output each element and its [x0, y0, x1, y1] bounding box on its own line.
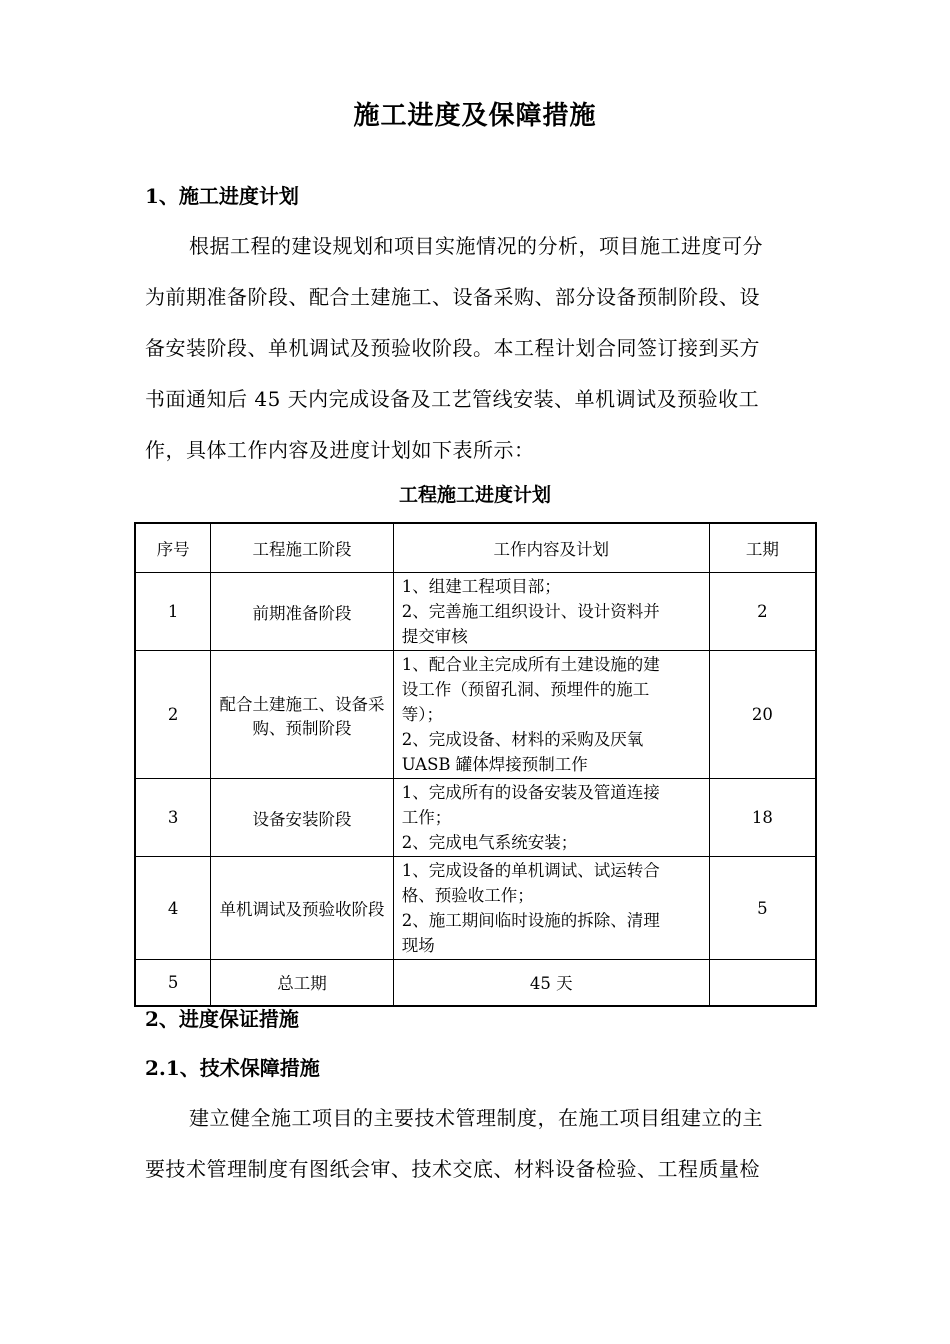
paragraph-line: 建立健全施工项目的主要技术管理制度，在施工项目组建立的主	[189, 1106, 763, 1130]
paragraph-line: 书面通知后 45 天内完成设备及工艺管线安装、单机调试及预验收工	[145, 387, 760, 411]
cell-no: 4	[135, 857, 211, 960]
paragraph-line: 备安装阶段、单机调试及预验收阶段。本工程计划合同签订接到买方	[145, 336, 760, 360]
cell-stage: 前期准备阶段	[211, 573, 393, 651]
section-2-1-paragraph	[145, 1093, 817, 1195]
header-cell-stage: 工程施工阶段	[211, 523, 393, 573]
cell-work	[393, 651, 709, 779]
work-line: 1、配合业主完成所有土建设施的建	[401, 655, 660, 674]
cell-work	[393, 779, 709, 857]
table-row	[135, 960, 816, 1006]
section-2-1-heading: 2.1、技术保障措施	[145, 1056, 320, 1080]
table-row	[135, 651, 816, 779]
work-line: UASB 罐体焊接预制工作	[401, 755, 588, 774]
cell-days: 18	[709, 779, 816, 857]
cell-days: 5	[709, 857, 816, 960]
work-line: 1、完成所有的设备安装及管道连接	[401, 783, 660, 802]
work-line: 2、完成电气系统安装；	[401, 833, 578, 852]
paragraph-line: 要技术管理制度有图纸会审、技术交底、材料设备检验、工程质量检	[145, 1157, 760, 1181]
table-row	[135, 857, 816, 960]
work-line: 2、完成设备、材料的采购及厌氧	[401, 730, 644, 749]
paragraph-line: 作，具体工作内容及进度计划如下表所示：	[145, 438, 535, 462]
cell-no: 5	[135, 960, 211, 1006]
work-line: 格、预验收工作；	[401, 886, 534, 905]
schedule-table	[134, 522, 817, 1007]
section-1-paragraph	[145, 221, 817, 476]
work-line: 工作；	[401, 808, 452, 827]
work-line: 现场	[401, 936, 435, 955]
section-2-heading: 2、进度保证措施	[145, 1007, 299, 1031]
cell-stage: 总工期	[211, 960, 393, 1006]
cell-days: 2	[709, 573, 816, 651]
header-cell-no: 序号	[135, 523, 211, 573]
table-caption: 工程施工进度计划	[398, 484, 551, 506]
cell-no: 3	[135, 779, 211, 857]
work-line: 设工作（预留孔洞、预埋件的施工	[401, 680, 650, 699]
work-line: 1、完成设备的单机调试、试运转合	[401, 861, 660, 880]
work-line: 2、施工期间临时设施的拆除、清理	[401, 911, 660, 930]
table-row	[135, 779, 816, 857]
header-cell-days: 工期	[709, 523, 816, 573]
cell-no: 2	[135, 651, 211, 779]
cell-no: 1	[135, 573, 211, 651]
cell-work	[393, 573, 709, 651]
paragraph-line: 根据工程的建设规划和项目实施情况的分析，项目施工进度可分	[189, 234, 763, 258]
work-line: 2、完善施工组织设计、设计资料并	[401, 602, 660, 621]
table-row	[135, 573, 816, 651]
cell-work	[393, 857, 709, 960]
cell-total: 45 天	[393, 960, 709, 1006]
work-line: 1、组建工程项目部；	[401, 577, 561, 596]
cell-stage: 配合土建施工、设备采购、预制阶段	[211, 651, 393, 779]
paragraph-line: 为前期准备阶段、配合土建施工、设备采购、部分设备预制阶段、设	[145, 285, 760, 309]
work-line: 提交审核	[401, 627, 468, 646]
cell-days: 20	[709, 651, 816, 779]
work-line: 等）；	[401, 705, 444, 724]
cell-stage: 设备安装阶段	[211, 779, 393, 857]
document-title: 施工进度及保障措施	[353, 101, 597, 131]
section-1-heading: 1、施工进度计划	[145, 184, 299, 208]
header-cell-work: 工作内容及计划	[393, 523, 709, 573]
table-header-row	[135, 523, 816, 573]
cell-days	[709, 960, 816, 1006]
cell-stage: 单机调试及预验收阶段	[211, 857, 393, 960]
